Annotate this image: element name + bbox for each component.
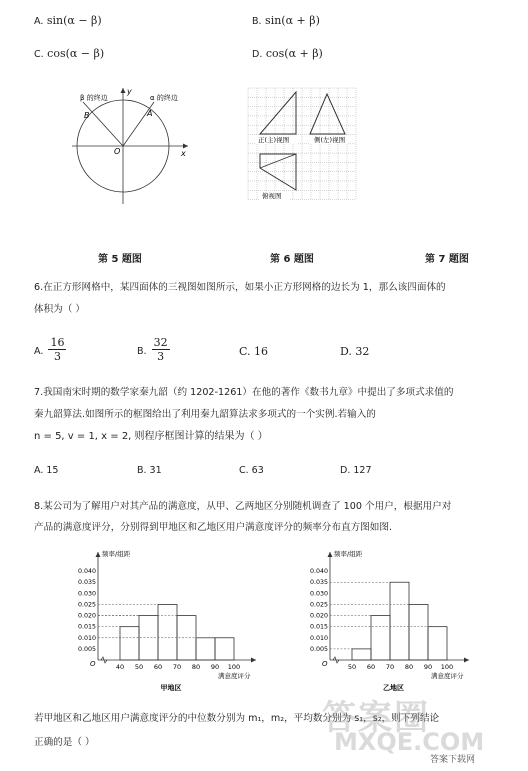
histogram-bar: [120, 627, 139, 660]
x-axis-arrow: [251, 658, 256, 663]
caption-fig5: 第 5 题图: [98, 254, 142, 265]
watermark-corner: 答案下载网: [430, 755, 476, 765]
front-view-label: 正(主)视图: [258, 136, 290, 144]
histogram-bar: [409, 604, 428, 660]
caption-fig6: 第 6 题图: [270, 254, 314, 265]
y-tick-label: 0.020: [77, 612, 96, 620]
y-axis-label: 频率/组距: [102, 550, 131, 558]
beta-terminal-label: β 的终边: [80, 94, 108, 102]
q6-option-c: C. 16: [239, 345, 269, 358]
q6-option-d: D. 32: [340, 345, 370, 358]
top-view-shape: [260, 154, 296, 190]
question-6-line-1: 6.在正方形网格中，某四面体的三视图如图所示，如果小正方形网格的边长为 1，那么该四面体的: [34, 282, 446, 293]
x-tick-label: 90: [210, 663, 220, 671]
x-tick-label: 60: [153, 663, 163, 671]
x-tick-label: 70: [172, 663, 182, 671]
origin-label: O: [322, 660, 328, 668]
origin-label: O: [90, 660, 96, 668]
histogram-bar: [215, 638, 234, 660]
x-tick-label: 80: [191, 663, 201, 671]
side-view-shape: [310, 94, 345, 134]
q4-option-d: D. cos(α + β): [252, 47, 323, 60]
question-8-bottom-line-1: 若甲地区和乙地区用户满意度评分的中位数分别为 m₁，m₂，平均数分别为 s₁，s₂，则下列结论: [34, 713, 440, 724]
y-tick-label: 0.025: [309, 601, 328, 609]
caption-fig7: 第 7 题图: [425, 254, 469, 265]
point-a-label: A: [147, 109, 153, 118]
alpha-terminal-label: α 的终边: [150, 94, 178, 102]
x-tick-label: 60: [366, 663, 376, 671]
histogram-region-yi: [300, 548, 510, 693]
y-axis-label: 频率/组距: [334, 550, 363, 558]
y-tick-label: 0.010: [77, 634, 96, 642]
histogram-title: 甲地区: [160, 684, 182, 692]
side-view-label: 侧(左)视图: [314, 136, 346, 144]
y-tick-label: 0.015: [309, 623, 328, 631]
q7-option-c: C. 63: [239, 465, 264, 476]
histogram-bar: [158, 604, 177, 660]
y-tick-label: 0.005: [77, 645, 96, 653]
y-tick-label: 0.020: [309, 612, 328, 620]
histogram-title: 乙地区: [383, 684, 404, 692]
q7-option-b: B. 31: [137, 465, 162, 476]
histogram-bar: [352, 649, 371, 660]
histogram-bar: [390, 582, 409, 660]
watermark-logo-text: 答案圈: [322, 698, 430, 738]
q6-option-b: B. $\frac{32}{3}$: [137, 336, 168, 363]
x-tick-label: 90: [423, 663, 433, 671]
origin-label: O: [114, 147, 121, 156]
point-b-label: B: [84, 111, 90, 120]
x-tick-label: 100: [440, 663, 454, 671]
histogram-region-jia: [68, 548, 268, 693]
three-views-figure: [246, 86, 360, 204]
question-6-line-2: 体积为（ ）: [34, 304, 86, 315]
y-tick-label: 0.040: [77, 568, 96, 576]
x-tick-label: 50: [134, 663, 144, 671]
question-8-bottom-line-2: 正确的是（ ）: [34, 737, 95, 748]
y-tick-label: 0.030: [77, 590, 96, 598]
q7-option-a: A. 15: [34, 465, 59, 476]
x-tick-label: 100: [227, 663, 241, 671]
beta-terminal-side: [83, 102, 123, 146]
histogram-bar: [196, 638, 215, 660]
y-tick-label: 0.035: [77, 579, 96, 587]
question-7-line-2: 秦九韶算法.如图所示的框图给出了利用秦九韶算法求多项式的一个实例.若输入的: [34, 409, 376, 420]
y-tick-label: 0.040: [309, 568, 328, 576]
question-7-line-1: 7.我国南宋时期的数学家秦九韶（约 1202-1261）在他的著作《数书九章》中提出了多项式求值的: [34, 387, 454, 398]
histogram-bar: [428, 627, 447, 660]
q4-option-b: B. sin(α + β): [252, 14, 320, 27]
question-8-line-2: 产品的满意度评分，分别得到甲地区和乙地区用户满意度评分的频率分布直方图如图.: [34, 522, 393, 533]
watermark-url: MXQE.COM: [334, 728, 485, 756]
q6-option-a: A. $\frac{16}{3}$: [34, 336, 65, 363]
y-tick-label: 0.030: [309, 590, 328, 598]
y-tick-label: 0.035: [309, 579, 328, 587]
y-axis-arrow: [96, 552, 101, 557]
q4-option-a: A. sin(α − β): [34, 14, 102, 27]
top-view-label: 俯视图: [262, 192, 282, 200]
fraction: $\frac{16}{3}$: [50, 336, 65, 363]
y-tick-label: 0.025: [77, 601, 96, 609]
top-view-diagonal: [260, 154, 296, 168]
y-axis-arrow: [328, 552, 333, 557]
front-view-shape: [260, 92, 296, 134]
x-tick-label: 70: [385, 663, 395, 671]
question-8-line-1: 8.某公司为了解用户对其产品的满意度，从甲、乙两地区分别随机调查了 100 个用户，根据用户对: [34, 501, 452, 512]
x-axis-label: x: [181, 149, 186, 158]
x-axis-arrow: [183, 144, 188, 149]
unit-circle-figure: [70, 80, 200, 210]
y-axis-arrow: [121, 88, 126, 93]
fraction: $\frac{32}{3}$: [153, 336, 168, 363]
q7-option-d: D. 127: [340, 465, 372, 476]
y-tick-label: 0.005: [309, 645, 328, 653]
x-axis-arrow: [464, 658, 469, 663]
y-tick-label: 0.015: [77, 623, 96, 631]
x-axis-label: 满意度评分: [431, 672, 464, 680]
x-tick-label: 80: [404, 663, 414, 671]
x-tick-label: 40: [115, 663, 125, 671]
q4-option-c: C. cos(α − β): [34, 47, 105, 60]
question-7-line-3: n = 5, v = 1, x = 2, 则程序框图计算的结果为（ ）: [34, 431, 268, 442]
y-tick-label: 0.010: [309, 634, 328, 642]
histogram-bar: [371, 616, 390, 660]
x-tick-label: 50: [347, 663, 357, 671]
x-axis-label: 满意度评分: [218, 672, 251, 680]
y-axis-label: y: [127, 87, 132, 96]
